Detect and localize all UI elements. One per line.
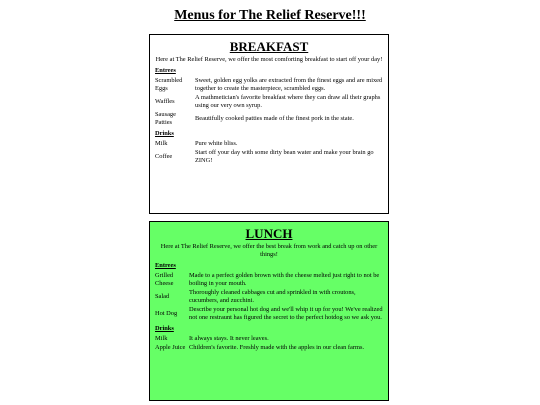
item-name: Coffee (155, 152, 173, 160)
table-row (155, 271, 383, 288)
lunch-heading: LUNCH (245, 226, 293, 241)
table-row (155, 305, 383, 322)
breakfast-entrees-label: Entrees (155, 67, 176, 74)
table-row (155, 76, 383, 93)
table-row (155, 110, 383, 127)
breakfast-heading: BREAKFAST (229, 39, 309, 54)
table-row (155, 343, 383, 353)
item-name: Hot Dog (155, 310, 178, 318)
item-name: Milk (155, 139, 168, 147)
table-row (155, 148, 383, 165)
item-description: It always stays. It never leaves. (189, 334, 269, 342)
lunch-entrees-table (155, 271, 383, 323)
item-description: Children's favorite. Freshly made with the apples in our clean farms. (189, 344, 365, 352)
item-description: Beautifully cooked patties made of the finest pork in the state. (195, 115, 354, 123)
lunch-intro: Here at The Relief Reserve, we offer the best break from work and catch up on other things! (160, 243, 378, 258)
item-name: Milk (155, 334, 168, 342)
item-description: Sweet, golden egg yolks are extracted from the finest eggs and are mixed together to create the masterpiece, scrambled eggs. (195, 77, 383, 92)
lunch-entrees-label: Entrees (155, 262, 176, 269)
lunch-menu-box (149, 221, 389, 401)
breakfast-drinks-table (155, 139, 383, 166)
item-description: Describe your personal hot dog and we'll whip it up for you! We've realized not one restraunt has figured the secret to the perfect hotdog so we ask you. (189, 306, 383, 321)
table-row (155, 288, 383, 305)
breakfast-menu-box (149, 34, 389, 214)
item-name: Scrambled Eggs (155, 77, 183, 92)
breakfast-intro: Here at The Relief Reserve, we offer the most comforting breakfast to start off your day! (155, 56, 383, 63)
lunch-drinks-table (155, 334, 383, 353)
item-description: Thoroughly cleaned cabbages cut and sprinkled in with croutons, cucumbers, and zucchini. (189, 289, 356, 304)
lunch-drinks-label: Drinks (155, 324, 174, 332)
item-description: A mathmetician's favorite breakfast where they can draw all their graphs using our very own syrup. (195, 94, 381, 109)
item-description: Made to a perfect golden brown with the cheese melted just right to not be boiling in your mouth. (189, 272, 380, 287)
item-description: Start off your day with some dirty bean water and make your brain go ZING! (195, 149, 374, 164)
breakfast-drinks-label: Drinks (155, 129, 174, 137)
table-row (155, 334, 383, 344)
table-row (155, 93, 383, 110)
item-name: Grilled Cheese (155, 272, 174, 287)
breakfast-entrees-table (155, 76, 383, 128)
table-row (155, 139, 383, 149)
item-name: Apple Juice (155, 344, 186, 352)
item-name: Salad (155, 292, 170, 300)
item-name: Waffles (155, 97, 175, 105)
page-title: Menus for The Relief Reserve!!! (174, 8, 366, 23)
item-description: Pure white bliss. (195, 139, 238, 147)
item-name: Sausage Patties (155, 111, 176, 126)
